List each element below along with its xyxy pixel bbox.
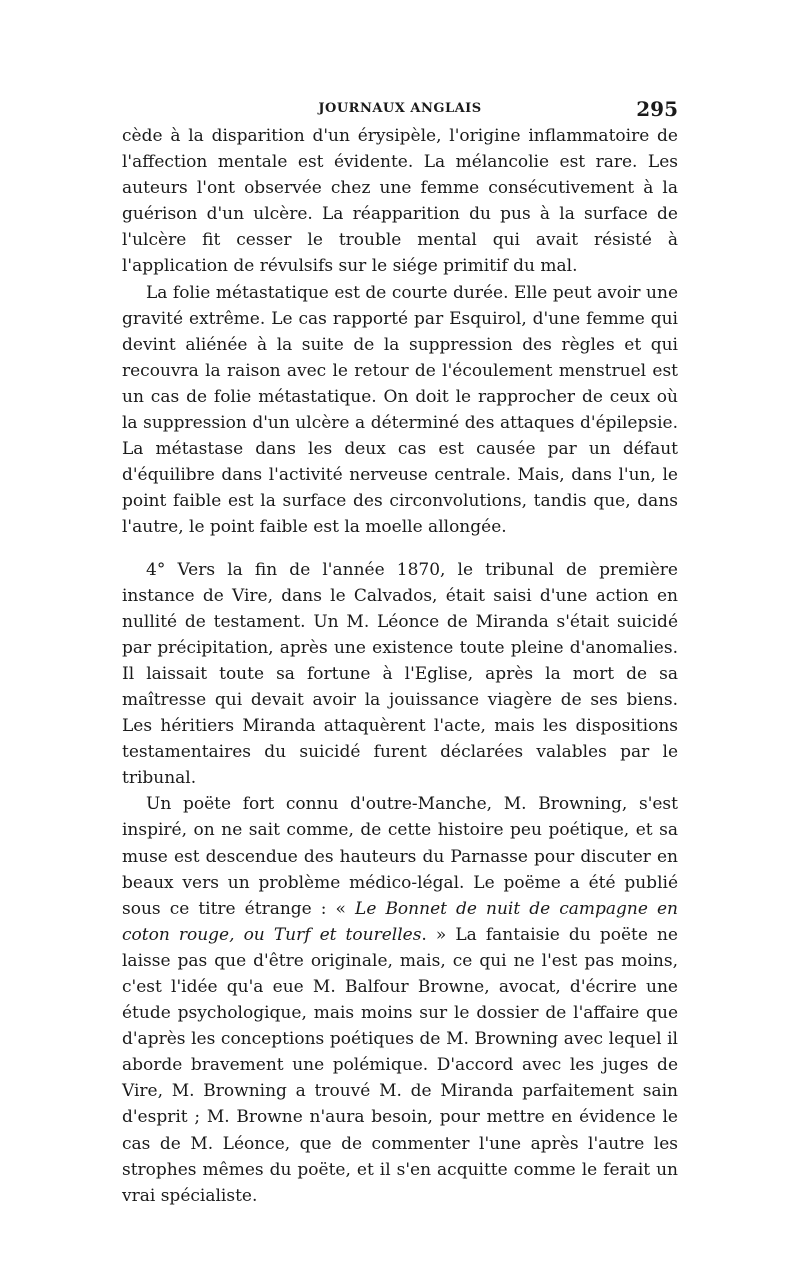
paragraph-browning-poem <box>122 791 678 1209</box>
paragraph-vire-case: 4° Vers la fin de l'année 1870, le tribunal de première instance de Vire, dans le Calvados, était saisi d'une action en nullité de testament. Un M. Léonce de Miranda s'était suicidé par précipitation, après une existence toute pleine d'anomalies. Il laissait toute sa fortune à l'Eglise, après la mort de sa maîtresse qui devait avoir la jouissance viagère de ses biens. Les héritiers Miranda attaquèrent l'acte, mais les dispositions testamentaires du suicidé furent déclarées valables par le tribunal. <box>122 559 678 789</box>
paragraph-continued: cède à la disparition d'un érysipèle, l'origine inflammatoire de l'affection mentale est évidente. La mélancolie est rare. Les auteurs l'ont observée chez une femme consécutivement à la guérison d'un ulcère. La réapparition du pus à la surface de l'ulcère fit cesser le trouble mental qui avait résisté à l'application de révulsifs sur le siége primitif du mal. <box>122 126 678 277</box>
book-page <box>122 95 678 1209</box>
running-title: JOURNAUX ANGLAIS <box>318 101 482 116</box>
paragraph-text-after: . » La fantaisie du poëte ne laisse pas que d'être originale, mais, ce qui ne l'est pas moins, c'est l'idée qu'a eue M. Balfour Browne, avocat, d'écrire une étude psychologique, mais moins sur le dossier de l'affaire que d'après les conceptions poétiques de M. Browning avec lequel il aborde bravement une polémique. D'accord avec les juges de Vire, M. Browning a trouvé M. de Miranda parfaitement sain d'esprit ; M. Browne n'aura besoin, pour mettre en évidence le cas de M. Léonce, que de commenter l'une après l'autre les strophes mêmes du poëte, et il s'en acquitte comme le ferait un vrai spécialiste. <box>122 924 678 1206</box>
paragraph-metastatic-madness: La folie métastatique est de courte durée. Elle peut avoir une gravité extrême. Le cas rapporté par Esquirol, d'une femme qui devint aliénée à la suite de la suppression des règles et qui recouvra la raison avec le retour de l'écoulement menstruel est un cas de folie métastatique. On doit le rapprocher de ceux où la suppression d'un ulcère a déterminé des attaques d'épilepsie. La métastase dans les deux cas est causée par un défaut d'équilibre dans l'activité nerveuse centrale. Mais, dans l'un, le point faible est la surface des circonvolutions, tandis que, dans l'autre, le point faible est la moelle allongée. <box>122 282 678 538</box>
poem-title: Le Bonnet de nuit de campagne en coton rouge, ou Turf et tourelles <box>122 898 678 945</box>
page-number: 295 <box>636 97 678 121</box>
paragraph-text-before: Un poëte fort connu d'outre-Manche, M. Browning, s'est inspiré, on ne sait comme, de cette histoire peu poétique, et sa muse est descendue des hauteurs du Parnasse pour discuter en beaux vers un problème médico-légal. Le poëme a été publié sous ce titre étrange : « <box>122 794 678 919</box>
page-header <box>122 95 678 123</box>
